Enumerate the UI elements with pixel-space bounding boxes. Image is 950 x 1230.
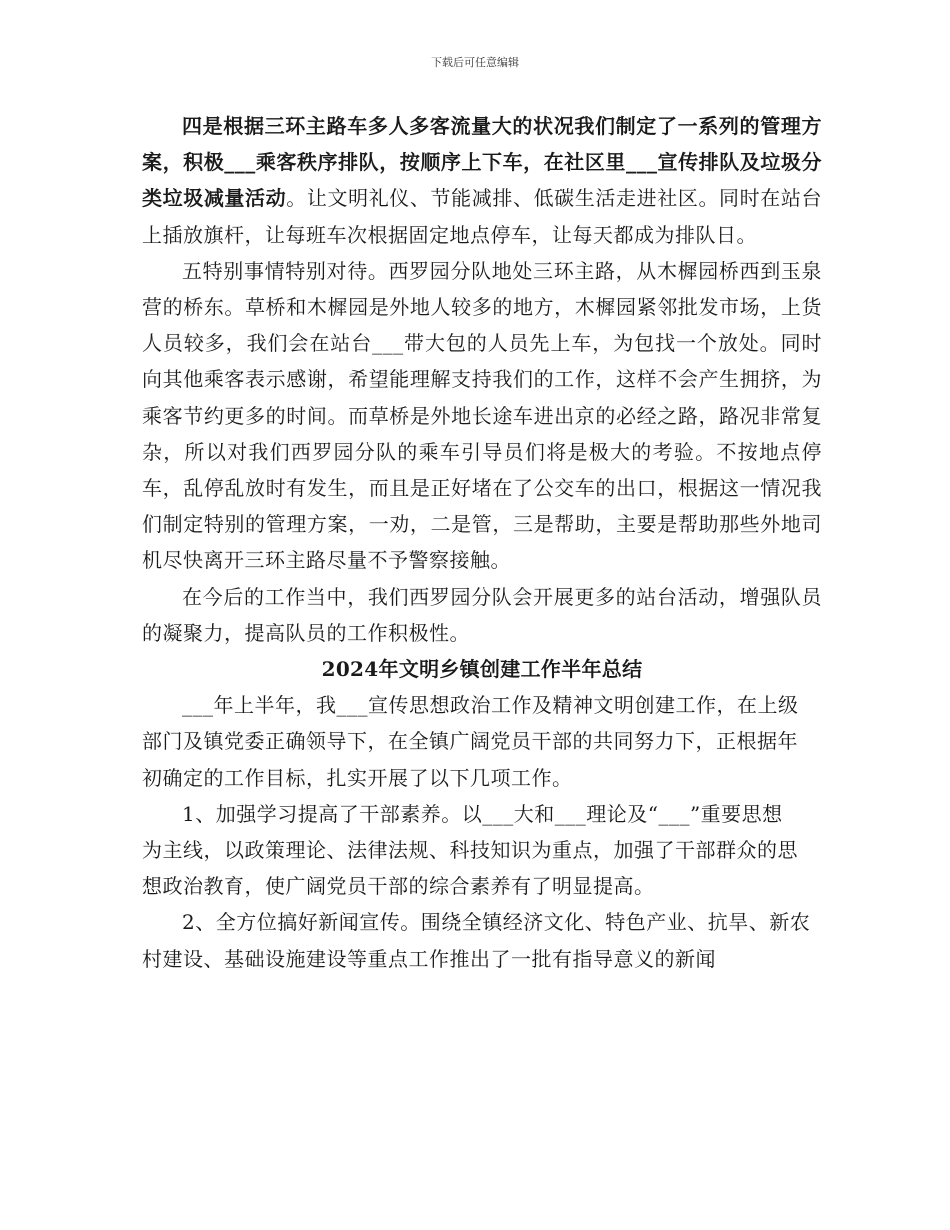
section-title: 2024年文明乡镇创建工作半年总结 bbox=[321, 657, 643, 682]
paragraph-four bbox=[142, 108, 822, 253]
paragraph-future-work: 在今后的工作当中，我们西罗园分队会开展更多的站台活动，增强队员的凝聚力，提高队员的工作积极性。 bbox=[142, 584, 822, 645]
paragraph-five: 五特别事情特别对待。西罗园分队地处三环主路，从木樨园桥西到玉泉营的桥东。草桥和木樨园是外地人较多的地方，木樨园紧邻批发市场，上货人员较多，我们会在站台___带大包的人员先上车，为包找一个放处。同时向其他乘客表示感谢，希望能理解支持我们的工作，这样不会产生拥挤，为乘客节约更多的时间。而草桥是外地长途车进出京的必经之路，路况非常复杂，所以对我们西罗园分队的乘车引导员们将是极大的考验。不按地点停车，乱停乱放时有发生，而且是正好堵在了公交车的出口，根据这一情况我们制定特别的管理方案，一劝，二是管，三是帮助，主要是帮助那些外地司机尽快离开三环主路尽量不予警察接触。 bbox=[142, 258, 822, 573]
section-item-2: 2、全方位搞好新闻宣传。围绕全镇经济文化、特色产业、抗旱、新农村建设、基础设施建设等重点工作推出了一批有指导意义的新闻 bbox=[142, 910, 811, 971]
section-item-1: 1、加强学习提高了干部素养。以___大和___理论及“___”重要思想为主线，以政策理论、法律法规、科技知识为重点，加强了干部群众的思想政治教育，使广阔党员干部的综合素养有了明显提高。 bbox=[142, 801, 798, 899]
paragraph-four-normal: 。让文明礼仪、节能减排、低碳生活走进社区。同时在站台上插放旗杆，让每班车次根据固定地点停车，让每天都成为排队日。 bbox=[142, 186, 822, 247]
section-intro: ___年上半年，我___宣传思想政治工作及精神文明创建工作，在上级部门及镇党委正确领导下，在全镇广阔党员干部的共同努力下，正根据年初确定的工作目标，扎实开展了以下几项工作。 bbox=[142, 693, 799, 790]
page-header: 下载后可任意编辑 bbox=[431, 56, 519, 69]
document-body bbox=[142, 108, 822, 977]
paragraph-four-bold: 四是根据三环主路车多人多客流量大的状况我们制定了一系列的管理方案，积极___乘客秩序排队，按顺序上下车，在社区里___宣传排队及垃圾分类垃圾减量活动 bbox=[142, 114, 822, 211]
